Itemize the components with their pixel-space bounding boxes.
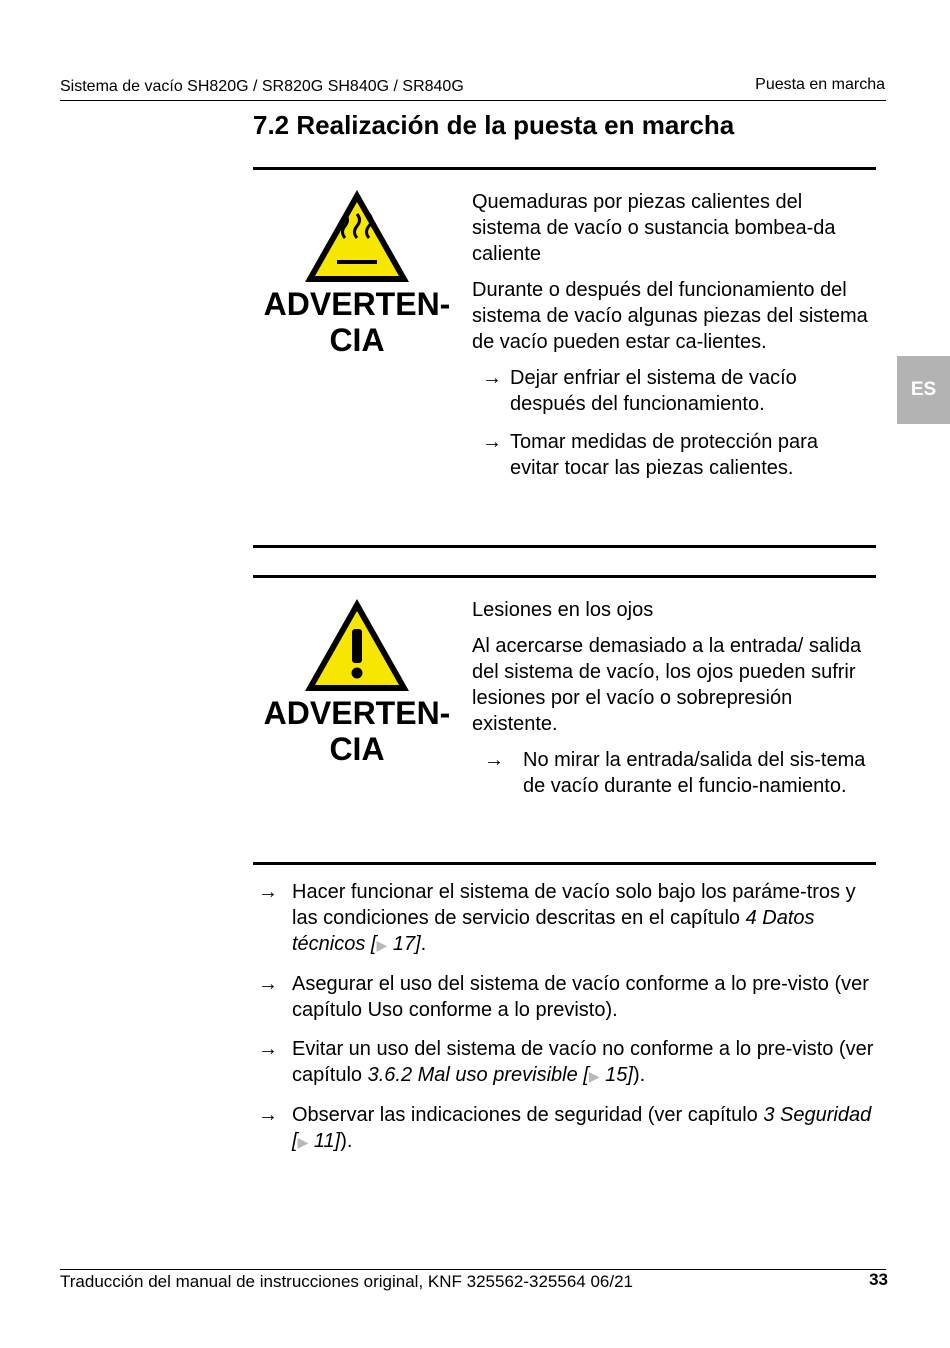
arrow-right-icon: →: [482, 367, 502, 389]
arrow-right-icon: →: [258, 1038, 278, 1060]
measure-text: Dejar enfriar el sistema de vacío después del funcionamiento.: [510, 367, 797, 415]
step-text: Observar las indicaciones de seguridad (ver capítulo: [292, 1104, 764, 1126]
page-number: 33: [869, 1270, 888, 1289]
warning-1-measure-2: [472, 429, 872, 481]
warning-2-bottom-rule: [253, 862, 876, 865]
warning-1-text: [472, 189, 872, 493]
general-warning-icon: [301, 595, 413, 700]
footer-divider: [60, 1269, 886, 1270]
step-item: → Observar las indicaciones de seguridad (ver capítulo 3 Seguridad [▶ 11]).: [258, 1104, 872, 1152]
warning-1-top-rule: [253, 167, 876, 170]
cross-reference-link[interactable]: 3 Seguridad [▶ 11]: [292, 1104, 872, 1152]
warning-1-description: Durante o después del funcionamiento del sistema de vacío algunas piezas del sistema de vacío pueden estar ca-lientes.: [472, 279, 868, 353]
measure-text: Tomar medidas de protección para evitar tocar las piezas calientes.: [510, 431, 818, 479]
step-item: [258, 971, 878, 1023]
step-text: Evitar un uso del sistema de vacío no conforme a lo pre-visto (ver capítulo: [292, 1038, 874, 1086]
page-reference-marker-icon: ▶: [297, 1134, 309, 1150]
page-reference-marker-icon: ▶: [588, 1068, 600, 1084]
hot-surface-icon: [301, 186, 413, 291]
warning-1-bottom-rule: [253, 545, 876, 548]
signal-word-line1: ADVERTEN-: [263, 695, 451, 731]
arrow-right-icon: →: [484, 749, 504, 771]
instruction-steps: [258, 879, 878, 1168]
warning-2-title: Lesiones en los ojos: [472, 599, 654, 621]
warning-2-top-rule: [253, 575, 876, 578]
measure-text: No mirar la entrada/salida del sis-tema de vacío durante el funcio-namiento.: [523, 749, 866, 797]
warning-2-measure-1: [472, 747, 872, 799]
warning-1-signal-word: [257, 286, 457, 358]
warning-1-title: Quemaduras por piezas calientes del sistema de vacío o sustancia bombea-da caliente: [472, 191, 836, 265]
page-reference-marker-icon: ▶: [376, 937, 388, 953]
section-title: 7.2 Realización de la puesta en marcha: [253, 110, 735, 140]
cross-reference-link[interactable]: 4 Datos técnicos [▶ 17]: [292, 907, 815, 955]
step-item: → Hacer funcionar el sistema de vacío solo bajo los paráme-tros y las condiciones de servicio descritas en el capítulo 4 Datos técnicos [▶ 17].: [258, 881, 856, 955]
header-divider: [60, 100, 886, 101]
footer-document-info: Traducción del manual de instrucciones original, KNF 325562-325564 06/21: [60, 1272, 634, 1291]
step-item: → Evitar un uso del sistema de vacío no conforme a lo pre-visto (ver capítulo 3.6.2 Mal uso previsible [▶ 15]).: [258, 1038, 874, 1086]
language-tab: ES: [897, 356, 950, 424]
signal-word-line2: CIA: [329, 731, 385, 767]
arrow-right-icon: →: [258, 1104, 278, 1126]
signal-word-line2: CIA: [329, 322, 385, 358]
arrow-right-icon: →: [258, 973, 278, 995]
step-text: Asegurar el uso del sistema de vacío conforme a lo pre-visto (ver capítulo Uso conforme a lo previsto).: [292, 973, 869, 1021]
arrow-right-icon: →: [482, 431, 502, 453]
warning-2-description: Al acercarse demasiado a la entrada/ salida del sistema de vacío, los ojos pueden sufrir lesiones por el vacío o sobrepresión existente.: [472, 635, 862, 735]
header-chapter-title: Puesta en marcha: [755, 76, 885, 93]
warning-1-measure-1: [472, 365, 872, 417]
warning-2-signal-word: [257, 695, 457, 767]
arrow-right-icon: →: [258, 881, 278, 903]
warning-2-text: [472, 597, 872, 811]
signal-word-line1: ADVERTEN-: [263, 286, 451, 322]
step-text: Hacer funcionar el sistema de vacío solo bajo los paráme-tros y las condiciones de servicio descritas en el capítulo: [292, 881, 856, 929]
cross-reference-link[interactable]: 3.6.2 Mal uso previsible [▶ 15]: [367, 1064, 633, 1086]
header-document-title: Sistema de vacío SH820G / SR820G SH840G / SR840G: [60, 78, 464, 95]
